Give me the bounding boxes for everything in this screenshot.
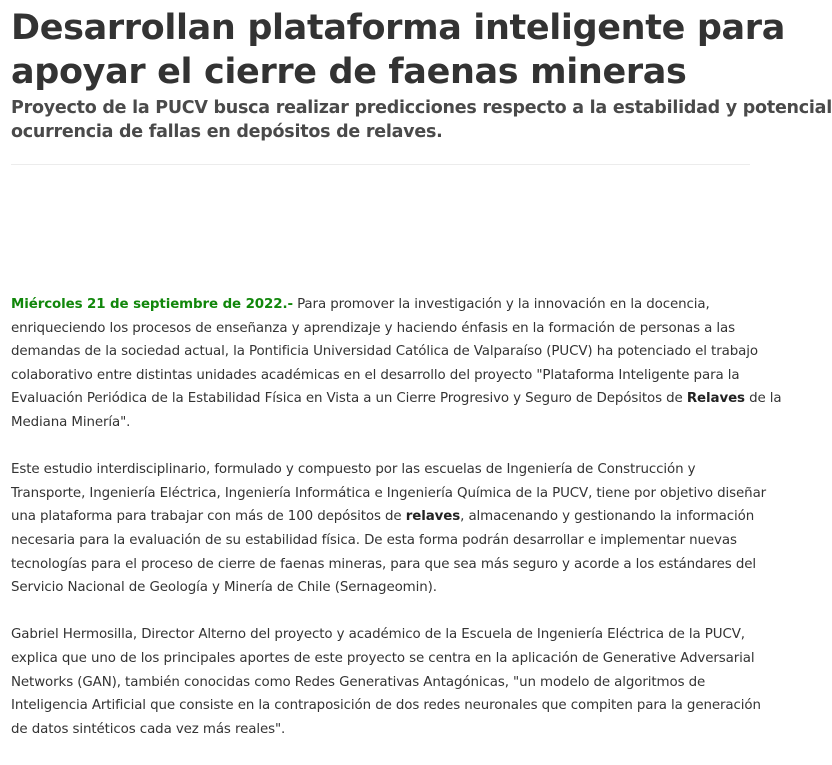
headline-line-2: apoyar el cierre de faenas mineras <box>11 52 687 92</box>
article-headline <box>11 6 785 94</box>
paragraph-2-line-4: necesaria para la evaluación de su estabilidad física. De esta forma podrán desarrollar e implementar nuevas <box>11 532 737 548</box>
paragraph-2-line-3-post: , almacenando y gestionando la información <box>460 509 755 525</box>
paragraph-1-line-6: Mediana Minería". <box>11 414 131 430</box>
paragraph-1-line-3: demandas de la sociedad actual, la Pontificia Universidad Católica de Valparaíso (PUCV) ha potenciado el trabajo <box>11 344 758 360</box>
paragraph-1-text: Para promover la investigación y la innovación en la docencia, <box>292 297 710 312</box>
header-divider <box>11 164 750 165</box>
paragraph-1-line-1 <box>11 293 771 317</box>
paragraph-1-line-5-pre: Evaluación Periódica de la Estabilidad Física en Vista a un Cierre Progresivo y Seguro de Depósitos de <box>11 391 687 407</box>
paragraph-1-line-4: colaborativo entre distintas unidades académicas en el desarrollo del proyecto "Plataforma Inteligente para la <box>11 367 740 383</box>
paragraph-2-line-3-pre: una plataforma para trabajar con más de 100 depósitos de <box>11 509 406 525</box>
paragraph-3-line-3: Networks (GAN), también conocidas como Redes Generativas Antagónicas, "un modelo de algoritmos de <box>11 674 706 690</box>
paragraph-2 <box>11 458 771 600</box>
paragraph-1-line-2: enriqueciendo los procesos de enseñanza y aprendizaje y haciendo énfasis en la formación de personas a las <box>11 320 735 336</box>
subtitle-line-1: Proyecto de la PUCV busca realizar predicciones respecto a la estabilidad y potencial <box>11 98 832 118</box>
paragraph-2-line-6: Servicio Nacional de Geología y Minería de Chile (Sernageomin). <box>11 580 437 596</box>
paragraph-3 <box>11 623 771 741</box>
paragraph-2-line-2: Transporte, Ingeniería Eléctrica, Ingeniería Informática e Ingeniería Química de la PUCV, tiene por objetivo diseñar <box>11 485 767 501</box>
article-body <box>11 293 782 765</box>
headline-line-1: Desarrollan plataforma inteligente para <box>11 8 785 48</box>
paragraph-2-line-1: Este estudio interdisciplinario, formulado y compuesto por las escuelas de Ingeniería de Construcción y <box>11 462 696 478</box>
subtitle-line-2: ocurrencia de fallas en depósitos de relaves. <box>11 122 443 142</box>
paragraph-1 <box>11 293 782 435</box>
paragraph-2-line-3 <box>11 505 771 529</box>
paragraph-3-line-4: Inteligencia Artificial que consiste en la contraposición de dos redes neuronales que compiten para la generación <box>11 698 761 714</box>
paragraph-3-line-2: explica que uno de los principales aportes de este proyecto se centra en la aplicación de Generative Adversarial <box>11 650 755 666</box>
paragraph-3-line-1: Gabriel Hermosilla, Director Alterno del proyecto y académico de la Escuela de Ingeniería Eléctrica de la PUCV, <box>11 627 745 643</box>
paragraph-3-line-5: de datos sintéticos cada vez más reales". <box>11 721 286 737</box>
article-subtitle <box>11 96 832 144</box>
article-date: Miércoles 21 de septiembre de 2022.- <box>11 297 293 312</box>
keyword-relaves: Relaves <box>686 391 745 407</box>
paragraph-1-line-5-post: de la <box>744 391 782 407</box>
paragraph-2-line-5: tecnologías para el proceso de cierre de faenas mineras, para que sea más seguro y acorde a los estándares del <box>11 556 756 572</box>
paragraph-1-line-5 <box>11 387 782 411</box>
keyword-relaves: relaves <box>405 509 461 525</box>
